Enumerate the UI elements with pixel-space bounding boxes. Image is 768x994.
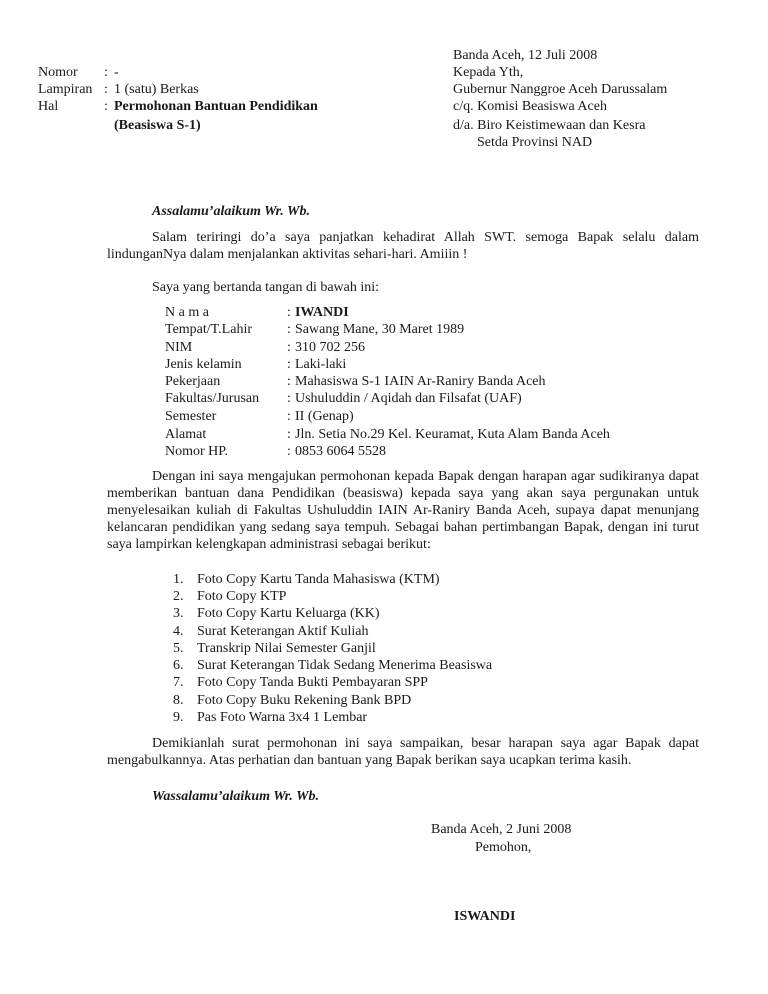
identity-row: NIM : 310 702 256 — [165, 340, 365, 355]
greeting: Assalamu’alaikum Wr. Wb. — [152, 204, 310, 219]
closing-text: Demikianlah surat permohonan ini saya sampaikan, besar harapan saya agar Bapak dapat mengabulkannya. Atas perhatian dan bantuan yang Bapak berikan saya ucapkan terima kasih. — [107, 736, 699, 768]
list-item: 8. Foto Copy Buku Rekening Bank BPD — [173, 693, 412, 708]
attachment-text: Surat Keterangan Aktif Kuliah — [197, 624, 369, 639]
request-text: Dengan ini saya mengajukan permohonan kepada Bapak dengan harapan agar sudikiranya dapat memberikan bantuan dana Pendidikan (beasiswa) kepada saya yang akan saya pergunakan untuk menyelesaikan kuliah di Fakultas Ushuluddin IAIN Ar-Raniry Banda Aceh, supaya dapat menunjang kelancaran pendidikan yang sedang saya tempuh. Sebagai bahan pertimbangan Bapak, dengan ini turut saya lampirkan kelengkapan administrasi sebagai berikut: — [107, 469, 699, 552]
attachment-text: Foto Copy Kartu Tanda Mahasiswa (KTM) — [197, 572, 440, 587]
opening-paragraph — [107, 229, 699, 263]
attachment-text: Pas Foto Warna 3x4 1 Lembar — [197, 710, 368, 725]
identity-row: Tempat/T.Lahir : Sawang Mane, 30 Maret 1989 — [165, 322, 465, 337]
header-value-subject: Permohonan Bantuan Pendidikan — [114, 99, 318, 114]
recipient-line: c/q. Komisi Beasiswa Aceh — [453, 99, 607, 114]
attachment-text: Foto Copy KTP — [197, 589, 287, 604]
identity-label: Pekerjaan — [165, 374, 221, 389]
identity-row: Pekerjaan : Mahasiswa S-1 IAIN Ar-Raniry Banda Aceh — [165, 374, 546, 389]
list-item: 9. Pas Foto Warna 3x4 1 Lembar — [173, 710, 368, 725]
header-label: Lampiran — [38, 82, 93, 97]
list-item: 7. Foto Copy Tanda Bukti Pembayaran SPP — [173, 675, 428, 690]
recipient-line: Setda Provinsi NAD — [477, 135, 593, 150]
header-row-nomor: Nomor : - — [38, 65, 119, 80]
identity-row: Nomor HP. : 0853 6064 5528 — [165, 444, 386, 459]
identity-label: Nomor HP. — [165, 444, 229, 459]
list-item: 5. Transkrip Nilai Semester Ganjil — [173, 641, 376, 656]
list-item: 3. Foto Copy Kartu Keluarga (KK) — [173, 606, 380, 621]
list-item: 2. Foto Copy KTP — [173, 589, 287, 604]
identity-label: Semester — [165, 409, 217, 424]
header-value: - — [114, 65, 119, 80]
recipient-line: Gubernur Nanggroe Aceh Darussalam — [453, 82, 668, 97]
signature-name: ISWANDI — [454, 909, 516, 924]
identity-label: Tempat/T.Lahir — [165, 322, 253, 337]
header-row-hal: Hal : Permohonan Bantuan Pendidikan — [38, 99, 318, 114]
identity-row: Semester : II (Genap) — [165, 409, 354, 424]
header-value: 1 (satu) Berkas — [114, 82, 199, 97]
attachment-text: Foto Copy Buku Rekening Bank BPD — [197, 693, 412, 708]
recipient-line: Kepada Yth, — [453, 65, 524, 80]
identity-label: Fakultas/Jurusan — [165, 391, 260, 406]
attachment-text: Transkrip Nilai Semester Ganjil — [197, 641, 376, 656]
list-item: 6. Surat Keterangan Tidak Sedang Menerima Beasiswa — [173, 658, 493, 673]
attachment-text: Foto Copy Tanda Bukti Pembayaran SPP — [197, 675, 428, 690]
identity-label: Jenis kelamin — [165, 357, 242, 372]
identity-row: N a m a : IWANDI — [165, 305, 349, 320]
identity-row: Fakultas/Jurusan : Ushuluddin / Aqidah dan Filsafat (UAF) — [165, 391, 522, 406]
identity-row: Alamat : Jln. Setia No.29 Kel. Keuramat, Kuta Alam Banda Aceh — [165, 427, 610, 442]
closing-paragraph — [107, 735, 699, 769]
signature-role: Pemohon, — [475, 840, 532, 855]
identity-value: 0853 6064 5528 — [295, 444, 386, 459]
list-item: 1. Foto Copy Kartu Tanda Mahasiswa (KTM) — [173, 572, 440, 587]
identity-value: Laki-laki — [295, 357, 347, 372]
header-label: Hal — [38, 99, 59, 114]
attachment-text: Foto Copy Kartu Keluarga (KK) — [197, 606, 380, 621]
identity-row: Jenis kelamin : Laki-laki — [165, 357, 347, 372]
intro-text: Saya yang bertanda tangan di bawah ini: — [152, 280, 380, 295]
header-subject-line2: (Beasiswa S-1) — [114, 118, 201, 133]
identity-value: II (Genap) — [295, 409, 354, 424]
identity-value: Jln. Setia No.29 Kel. Keuramat, Kuta Alam Banda Aceh — [295, 427, 610, 442]
identity-value: 310 702 256 — [295, 340, 365, 355]
recipient-line: d/a. Biro Keistimewaan dan Kesra — [453, 118, 646, 133]
identity-label: NIM — [165, 340, 193, 355]
header-label: Nomor — [38, 65, 78, 80]
identity-value: Sawang Mane, 30 Maret 1989 — [295, 322, 465, 337]
identity-value: IWANDI — [295, 305, 349, 320]
letter-date-top: Banda Aceh, 12 Juli 2008 — [453, 48, 598, 63]
identity-value: Ushuluddin / Aqidah dan Filsafat (UAF) — [295, 391, 522, 406]
header-row-lampiran: Lampiran : 1 (satu) Berkas — [38, 82, 199, 97]
identity-label: Alamat — [165, 427, 207, 442]
attachment-text: Surat Keterangan Tidak Sedang Menerima Beasiswa — [197, 658, 493, 673]
identity-label: N a m a — [165, 305, 209, 320]
identity-value: Mahasiswa S-1 IAIN Ar-Raniry Banda Aceh — [295, 374, 546, 389]
farewell: Wassalamu’alaikum Wr. Wb. — [152, 789, 320, 804]
list-item: 4. Surat Keterangan Aktif Kuliah — [173, 624, 369, 639]
signature-date: Banda Aceh, 2 Juni 2008 — [431, 822, 572, 837]
opening-text: Salam teriringi do’a saya panjatkan kehadirat Allah SWT. semoga Bapak selalu dalam lindunganNya dalam menjalankan aktivitas sehari-hari. Amiiin ! — [107, 230, 699, 262]
request-paragraph — [107, 468, 699, 553]
